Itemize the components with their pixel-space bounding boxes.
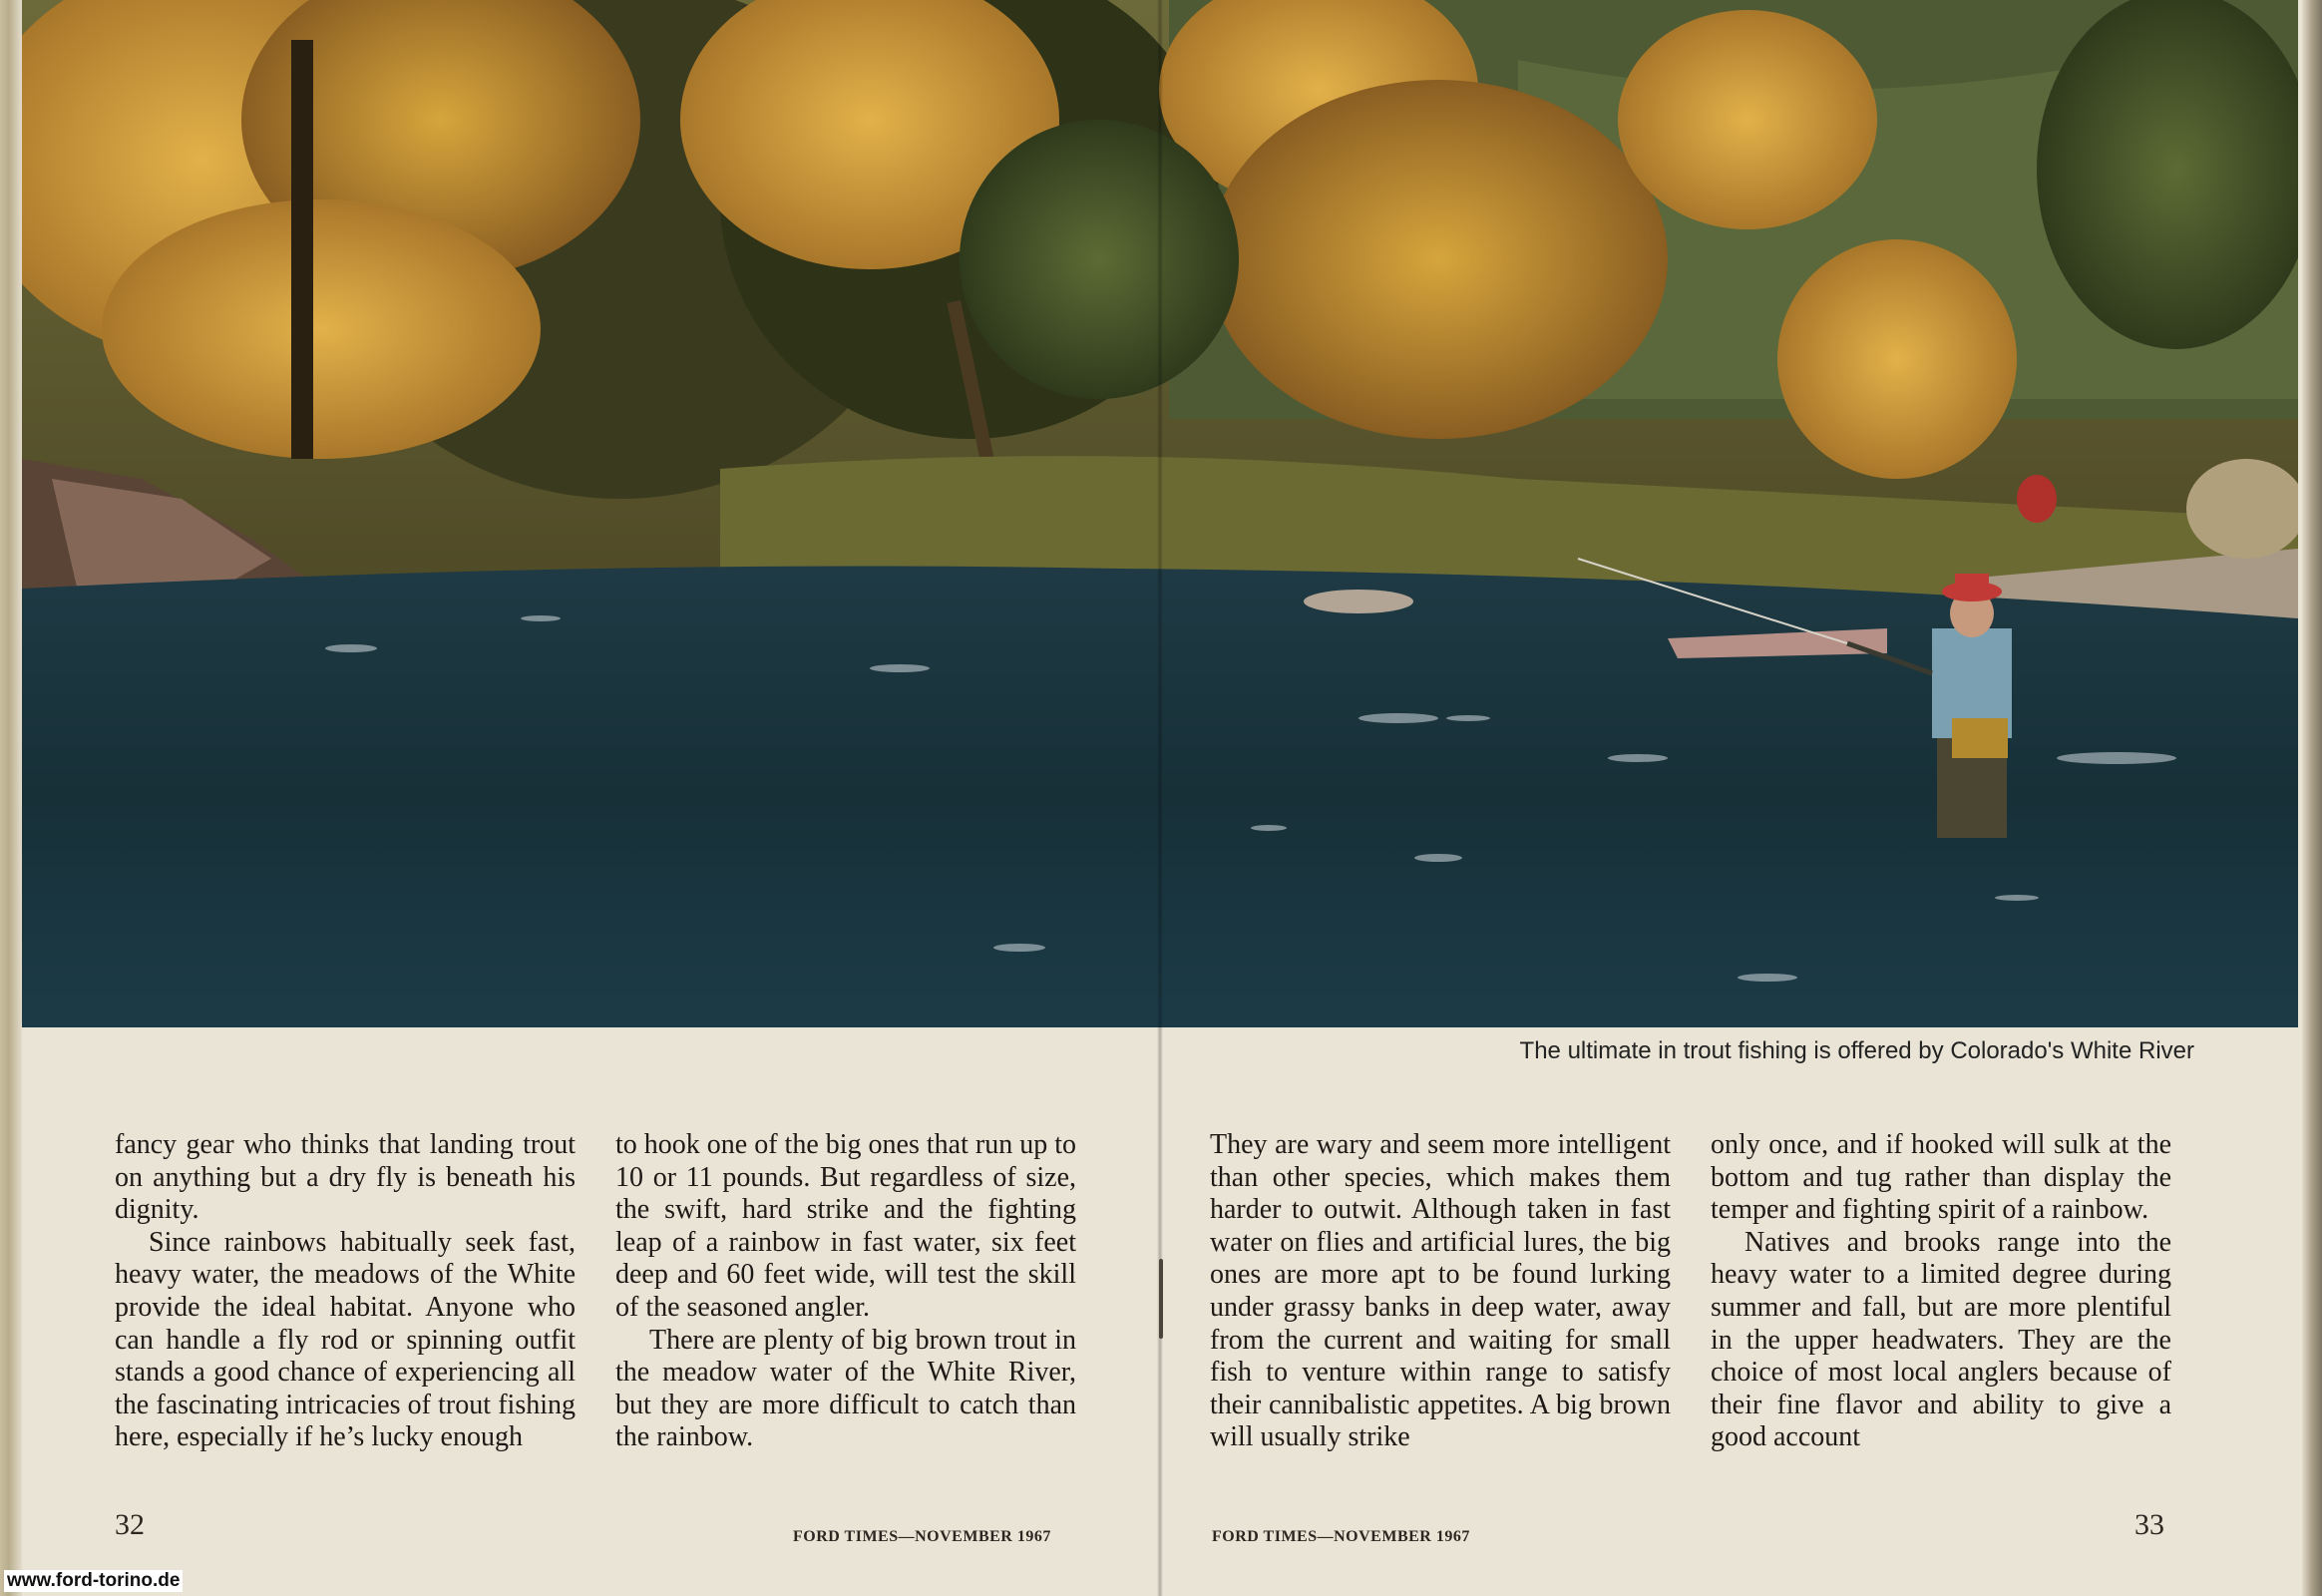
source-watermark: www.ford-torino.de xyxy=(4,1570,183,1592)
article-column-4 xyxy=(1711,1129,2171,1454)
paragraph: only once, and if hooked will sulk at the bottom and tug rather than display the temper and fighting spirit of a rainbow. xyxy=(1711,1129,2171,1226)
article-column-2 xyxy=(615,1129,1076,1454)
article-column-3 xyxy=(1210,1129,1671,1454)
article-column-1 xyxy=(115,1129,576,1454)
spine-gutter xyxy=(1157,0,1163,1596)
running-footer-left: FORD TIMES—NOVEMBER 1967 xyxy=(793,1528,1051,1545)
running-footer-right: FORD TIMES—NOVEMBER 1967 xyxy=(1212,1528,1470,1545)
paragraph: fancy gear who thinks that landing trout on anything but a dry fly is beneath his dignity. xyxy=(115,1129,576,1226)
paragraph: They are wary and seem more intelligent than other species, which makes them harder to outwit. Although taken in fast water on flies and artificial lures, the big ones are more apt to be found lurking under grassy banks in deep water, away from the current and waiting for small fish to venture within range to satisfy their cannibalistic appetites. A big brown will usually strike xyxy=(1210,1129,1671,1453)
page-edge-right xyxy=(2302,0,2322,1596)
paragraph: to hook one of the big ones that run up to 10 or 11 pounds. But regardless of size, the swift, hard strike and the fighting leap of a rainbow in fast water, six feet deep and 60 feet wide, will test the skill of the seasoned angler. xyxy=(615,1129,1076,1323)
paragraph: There are plenty of big brown trout in the meadow water of the White River, but they are more difficult to catch than the rainbow. xyxy=(615,1324,1076,1453)
paragraph: Since rainbows habitually seek fast, heavy water, the meadows of the White provide the ideal habitat. Anyone who can handle a fly rod or spinning outfit stands a good chance of experiencing all the fascinating intricacies of trout fishing here, especially if he’s lucky enough xyxy=(115,1226,576,1453)
page-number-left: 32 xyxy=(115,1508,145,1541)
page-edge-left xyxy=(0,0,22,1596)
photo-caption: The ultimate in trout fishing is offered by Colorado's White River xyxy=(1519,1037,2194,1064)
paragraph: Natives and brooks range into the heavy water to a limited degree during summer and fall, but are more plentiful in the upper headwaters. They are the choice of most local anglers because of their fine flavor and ability to give a good account xyxy=(1711,1226,2171,1453)
binding-staple xyxy=(1159,1259,1163,1339)
page-number-right: 33 xyxy=(2134,1508,2164,1541)
